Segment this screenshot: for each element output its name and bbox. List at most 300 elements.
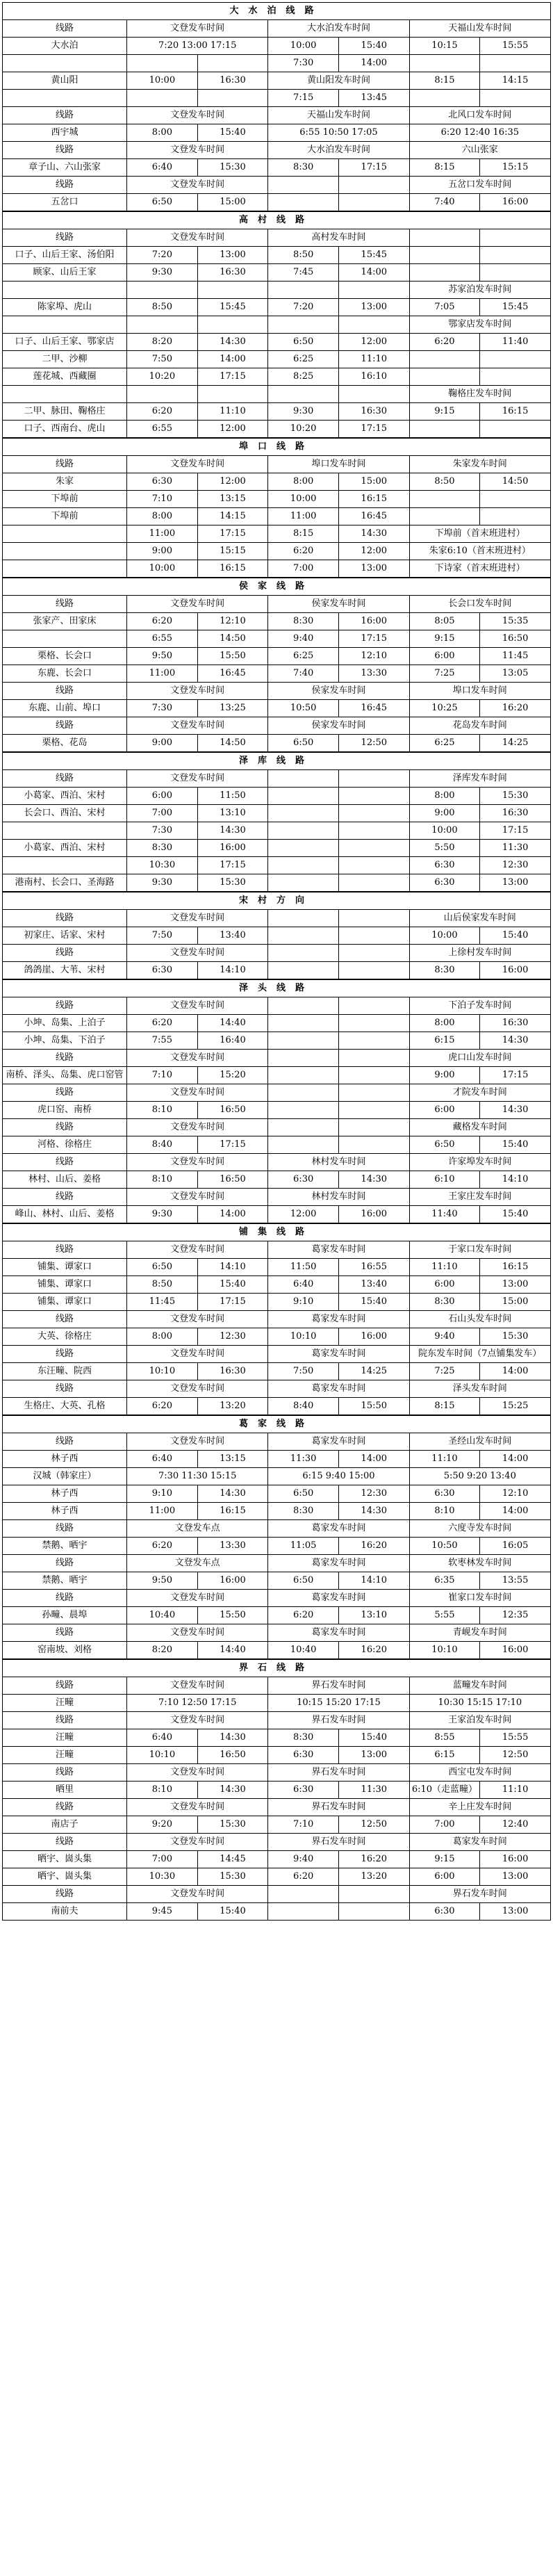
time-cell: 16:20: [338, 1538, 409, 1555]
column-header: 葛家发车时间: [268, 1346, 409, 1363]
time-cell: 10:50: [268, 700, 339, 717]
time-cell: 7:10 12:50 17:15: [127, 1695, 268, 1712]
time-cell: 16:45: [338, 508, 409, 525]
time-cell: 7:00: [409, 1816, 480, 1834]
time-cell: [338, 282, 409, 299]
time-cell: 6:30: [268, 1171, 339, 1189]
column-header: 上徐村发车时间: [409, 945, 550, 962]
route-table: [2, 2, 551, 211]
column-header: 葛家发车时间: [409, 1834, 550, 1851]
header-row: [3, 1520, 551, 1538]
column-header: 大水泊发车时间: [268, 20, 409, 38]
time-cell: 14:00: [197, 351, 268, 368]
header-row: [3, 1189, 551, 1206]
route-cell: [3, 822, 127, 840]
route-cell: 下埠前: [3, 508, 127, 525]
route-cell: 线路: [3, 1834, 127, 1851]
time-cell: 13:30: [197, 1538, 268, 1555]
time-cell: 17:15: [197, 1294, 268, 1311]
route-cell: 线路: [3, 1189, 127, 1206]
time-cell: [127, 90, 198, 107]
bus-schedule: [2, 2, 551, 1921]
time-cell: [338, 1015, 409, 1032]
time-cell: 8:20: [127, 334, 198, 351]
time-cell: 14:50: [197, 735, 268, 752]
schedule-row: [3, 299, 551, 316]
time-cell: 16:55: [338, 1259, 409, 1276]
route-cell: 峰山、林村、山后、姜格: [3, 1206, 127, 1223]
route-table: [2, 1223, 551, 1415]
route-cell: 林村、山后、姜格: [3, 1171, 127, 1189]
route-cell: 小坤、岛集、上泊子: [3, 1015, 127, 1032]
time-cell: [268, 1903, 339, 1921]
time-cell: 7:20 13:00 17:15: [127, 38, 268, 55]
time-cell: 8:15: [268, 525, 339, 543]
schedule-row: [3, 1816, 551, 1834]
time-cell: 15:40: [480, 1136, 551, 1154]
time-cell: [480, 491, 551, 508]
column-header: 六山张家: [409, 142, 550, 159]
time-cell: 15:00: [338, 473, 409, 491]
time-cell: 14:30: [197, 1729, 268, 1747]
time-cell: [480, 351, 551, 368]
time-cell: 8:00: [268, 473, 339, 491]
time-cell: 13:10: [338, 1607, 409, 1624]
time-cell: 11:40: [409, 1206, 480, 1223]
time-cell: 15:40: [338, 1729, 409, 1747]
schedule-row: [3, 124, 551, 142]
time-cell: 14:30: [197, 822, 268, 840]
route-cell: 线路: [3, 910, 127, 927]
time-cell: 14:10: [480, 1171, 551, 1189]
time-cell: 6:35: [409, 1572, 480, 1590]
column-header: [480, 229, 551, 247]
time-cell: 6:40: [127, 159, 198, 177]
column-header: 文登发车时间: [127, 1050, 268, 1067]
time-cell: 13:40: [338, 1276, 409, 1294]
time-cell: 15:50: [197, 1607, 268, 1624]
column-header: 高村发车时间: [268, 229, 409, 247]
time-cell: 15:40: [480, 927, 551, 945]
header-row: [3, 1346, 551, 1363]
time-cell: 7:25: [409, 1363, 480, 1380]
column-header: 才院发车时间: [409, 1084, 550, 1102]
time-cell: 鞠格庄发车时间: [409, 386, 550, 403]
column-header: 六度寺发车时间: [409, 1520, 550, 1538]
time-cell: 8:00: [127, 124, 198, 142]
column-header: 葛家发车时间: [268, 1380, 409, 1398]
header-row: [3, 1834, 551, 1851]
route-cell: 晒宇、崮头集: [3, 1851, 127, 1868]
time-cell: 11:50: [197, 788, 268, 805]
route-table: [2, 438, 551, 578]
time-cell: 8:30: [268, 613, 339, 630]
time-cell: 14:30: [480, 1032, 551, 1050]
time-cell: 11:10: [197, 403, 268, 421]
time-cell: 12:00: [197, 473, 268, 491]
time-cell: 16:15: [480, 403, 551, 421]
column-header: 虎口山发车时间: [409, 1050, 550, 1067]
time-cell: 15:50: [338, 1398, 409, 1415]
time-cell: 14:40: [197, 1015, 268, 1032]
route-table: [2, 578, 551, 752]
time-cell: 11:05: [268, 1538, 339, 1555]
column-header: [338, 945, 409, 962]
time-cell: 16:00: [480, 1851, 551, 1868]
time-cell: 6:15 9:40 15:00: [268, 1468, 409, 1485]
time-cell: 13:00: [338, 560, 409, 578]
route-cell: 线路: [3, 20, 127, 38]
time-cell: 15:30: [480, 1328, 551, 1346]
time-cell: 14:30: [197, 1782, 268, 1799]
time-cell: 16:10: [338, 368, 409, 386]
time-cell: 朱家6:10（首末班进村）: [409, 543, 550, 560]
time-cell: 12:50: [480, 1747, 551, 1764]
route-cell: 顾家、山后王家: [3, 264, 127, 282]
time-cell: [338, 1067, 409, 1084]
section-title: 泽头线路: [3, 980, 551, 997]
time-cell: 7:00: [127, 1851, 198, 1868]
time-cell: 14:15: [197, 508, 268, 525]
column-header: 于家口发车时间: [409, 1241, 550, 1259]
column-header: 泽库发车时间: [409, 770, 550, 788]
time-cell: [268, 1102, 339, 1119]
column-header: 葛家发车时间: [268, 1520, 409, 1538]
schedule-row: [3, 1451, 551, 1468]
route-cell: 线路: [3, 770, 127, 788]
time-cell: [338, 805, 409, 822]
time-cell: 6:00: [409, 1276, 480, 1294]
schedule-row: [3, 962, 551, 979]
time-cell: 16:30: [197, 1363, 268, 1380]
time-cell: 13:20: [338, 1868, 409, 1886]
time-cell: 9:10: [127, 1485, 198, 1503]
time-cell: [338, 316, 409, 334]
schedule-row: [3, 788, 551, 805]
time-cell: 13:25: [197, 700, 268, 717]
time-cell: 9:00: [127, 735, 198, 752]
time-cell: 11:50: [268, 1259, 339, 1276]
header-row: [3, 1154, 551, 1171]
column-header: 葛家发车时间: [268, 1555, 409, 1572]
column-header: 王家泊发车时间: [409, 1712, 550, 1729]
time-cell: 11:10: [480, 1782, 551, 1799]
column-header: 侯家发车时间: [268, 683, 409, 700]
time-cell: 16:50: [197, 1102, 268, 1119]
route-cell: 口子、山后王家、鄂家店: [3, 334, 127, 351]
route-table: [2, 979, 551, 1223]
time-cell: 7:30: [127, 700, 198, 717]
time-cell: [197, 386, 268, 403]
time-cell: [268, 874, 339, 892]
time-cell: 7:05: [409, 299, 480, 316]
time-cell: 6:20 12:40 16:35: [409, 124, 550, 142]
column-header: 五岔口发车时间: [409, 177, 550, 194]
schedule-row: [3, 840, 551, 857]
column-header: 文登发车时间: [127, 1084, 268, 1102]
route-cell: 线路: [3, 596, 127, 613]
time-cell: 16:30: [197, 264, 268, 282]
time-cell: 6:25: [268, 648, 339, 665]
time-cell: 9:15: [409, 630, 480, 648]
time-cell: 14:00: [480, 1503, 551, 1520]
schedule-row: [3, 194, 551, 211]
time-cell: 下诗家（首末班进村）: [409, 560, 550, 578]
time-cell: 6:50: [268, 1485, 339, 1503]
header-row: [3, 1050, 551, 1067]
column-header: 崔家口发车时间: [409, 1590, 550, 1607]
time-cell: 8:30: [268, 159, 339, 177]
route-cell: 线路: [3, 1433, 127, 1451]
time-cell: 6:30: [409, 1903, 480, 1921]
column-header: 文登发车时间: [127, 1154, 268, 1171]
route-cell: [3, 525, 127, 543]
time-cell: [338, 386, 409, 403]
time-cell: 16:30: [480, 805, 551, 822]
time-cell: 12:40: [480, 1816, 551, 1834]
time-cell: 10:00: [268, 38, 339, 55]
time-cell: 15:45: [338, 247, 409, 264]
time-cell: 6:20: [127, 1015, 198, 1032]
route-cell: [3, 282, 127, 299]
column-header: 埠口发车时间: [409, 683, 550, 700]
schedule-row: [3, 1572, 551, 1590]
time-cell: 8:50: [409, 473, 480, 491]
time-cell: 14:25: [480, 735, 551, 752]
time-cell: 13:00: [480, 1903, 551, 1921]
time-cell: 6:50: [268, 1572, 339, 1590]
time-cell: [197, 282, 268, 299]
time-cell: [127, 316, 198, 334]
time-cell: 16:20: [338, 1851, 409, 1868]
time-cell: 8:20: [127, 1642, 198, 1659]
time-cell: 10:00: [409, 822, 480, 840]
time-cell: 9:50: [127, 1572, 198, 1590]
time-cell: 17:15: [197, 857, 268, 874]
time-cell: 14:45: [197, 1851, 268, 1868]
time-cell: 7:45: [268, 264, 339, 282]
schedule-row: [3, 38, 551, 55]
column-header: [268, 770, 339, 788]
time-cell: 14:50: [197, 630, 268, 648]
route-cell: 线路: [3, 1555, 127, 1572]
time-cell: 15:30: [197, 1816, 268, 1834]
time-cell: [409, 351, 480, 368]
column-header: 文登发车时间: [127, 177, 268, 194]
schedule-row: [3, 1851, 551, 1868]
column-header: [268, 1084, 339, 1102]
column-header: [338, 177, 409, 194]
time-cell: 14:30: [480, 1102, 551, 1119]
time-cell: [268, 927, 339, 945]
route-cell: 铺集、谭家口: [3, 1259, 127, 1276]
column-header: 文登发车时间: [127, 229, 268, 247]
time-cell: [127, 282, 198, 299]
time-cell: 15:45: [480, 299, 551, 316]
time-cell: 11:10: [409, 1259, 480, 1276]
time-cell: [268, 1136, 339, 1154]
header-row: [3, 1380, 551, 1398]
time-cell: 9:20: [127, 1816, 198, 1834]
time-cell: 8:50: [268, 247, 339, 264]
time-cell: 6:40: [127, 1729, 198, 1747]
time-cell: 6:30: [409, 857, 480, 874]
time-cell: 16:05: [480, 1538, 551, 1555]
time-cell: 14:50: [480, 473, 551, 491]
time-cell: 9:15: [409, 1851, 480, 1868]
time-cell: 5:55: [409, 1607, 480, 1624]
schedule-row: [3, 1503, 551, 1520]
time-cell: 16:50: [480, 630, 551, 648]
time-cell: 6:50: [127, 194, 198, 211]
route-cell: [3, 857, 127, 874]
column-header: 许家埠发车时间: [409, 1154, 550, 1171]
time-cell: 15:20: [197, 1067, 268, 1084]
time-cell: 6:00: [409, 648, 480, 665]
schedule-row: [3, 1607, 551, 1624]
header-row: [3, 1311, 551, 1328]
time-cell: 13:00: [338, 299, 409, 316]
time-cell: 11:30: [480, 840, 551, 857]
column-header: 文登发车时间: [127, 997, 268, 1015]
column-header: 青岘发车时间: [409, 1624, 550, 1642]
route-cell: 汉城（韩家庄）: [3, 1468, 127, 1485]
section-title: 大水泊线路: [3, 3, 551, 20]
time-cell: [268, 316, 339, 334]
time-cell: 10:10: [127, 1747, 198, 1764]
route-cell: 小坤、岛集、下泊子: [3, 1032, 127, 1050]
schedule-row: [3, 1747, 551, 1764]
time-cell: 7:55: [127, 1032, 198, 1050]
schedule-row: [3, 1102, 551, 1119]
time-cell: [409, 247, 480, 264]
header-row: [3, 20, 551, 38]
schedule-row: [3, 473, 551, 491]
schedule-row: [3, 874, 551, 892]
time-cell: 11:45: [127, 1294, 198, 1311]
schedule-row: [3, 508, 551, 525]
column-header: [268, 177, 339, 194]
route-cell: [3, 316, 127, 334]
column-header: 埠口发车时间: [268, 456, 409, 473]
column-header: 林村发车时间: [268, 1189, 409, 1206]
time-cell: 16:50: [197, 1747, 268, 1764]
time-cell: 6:50: [268, 334, 339, 351]
time-cell: 14:30: [338, 525, 409, 543]
time-cell: 7:00: [268, 560, 339, 578]
time-cell: [409, 90, 480, 107]
column-header: 文登发车点: [127, 1555, 268, 1572]
time-cell: 9:40: [409, 1328, 480, 1346]
route-cell: 林子西: [3, 1485, 127, 1503]
time-cell: 13:45: [338, 90, 409, 107]
time-cell: 7:10: [127, 1067, 198, 1084]
route-cell: 张家产、田家床: [3, 613, 127, 630]
time-cell: 8:40: [268, 1398, 339, 1415]
time-cell: 7:40: [268, 665, 339, 683]
header-row: [3, 1119, 551, 1136]
time-cell: [409, 55, 480, 72]
route-cell: 线路: [3, 1520, 127, 1538]
time-cell: 14:00: [338, 1451, 409, 1468]
schedule-row: [3, 491, 551, 508]
time-cell: 鄂家店发车时间: [409, 316, 550, 334]
route-cell: [3, 630, 127, 648]
time-cell: 15:00: [480, 1294, 551, 1311]
time-cell: 9:00: [409, 1067, 480, 1084]
time-cell: 6:15: [409, 1032, 480, 1050]
time-cell: [409, 368, 480, 386]
time-cell: 7:50: [268, 1363, 339, 1380]
route-cell: 河格、徐格庄: [3, 1136, 127, 1154]
time-cell: 8:00: [409, 1015, 480, 1032]
time-cell: [338, 927, 409, 945]
time-cell: 7:50: [127, 927, 198, 945]
time-cell: [268, 962, 339, 979]
time-cell: 13:00: [338, 1747, 409, 1764]
route-cell: 线路: [3, 1311, 127, 1328]
time-cell: [338, 822, 409, 840]
time-cell: 8:55: [409, 1729, 480, 1747]
time-cell: 11:45: [480, 648, 551, 665]
schedule-row: [3, 700, 551, 717]
time-cell: 10:10: [409, 1642, 480, 1659]
route-cell: 陈家埠、虎山: [3, 299, 127, 316]
time-cell: [268, 840, 339, 857]
route-cell: 长会口、西泊、宋村: [3, 805, 127, 822]
time-cell: 9:10: [268, 1294, 339, 1311]
route-cell: 晒宇、崮头集: [3, 1868, 127, 1886]
time-cell: [338, 857, 409, 874]
time-cell: 9:30: [127, 1206, 198, 1223]
route-cell: 线路: [3, 1677, 127, 1695]
route-cell: 南店子: [3, 1816, 127, 1834]
time-cell: 11:30: [338, 1782, 409, 1799]
time-cell: 14:10: [197, 962, 268, 979]
schedule-row: [3, 648, 551, 665]
time-cell: [409, 264, 480, 282]
time-cell: 6:55 10:50 17:05: [268, 124, 409, 142]
time-cell: 10:30: [127, 1868, 198, 1886]
time-cell: 16:20: [338, 1642, 409, 1659]
schedule-row: [3, 1398, 551, 1415]
schedule-row: [3, 351, 551, 368]
time-cell: 6:20: [127, 403, 198, 421]
route-cell: 口子、西南台、虎山: [3, 421, 127, 438]
route-cell: 朱家: [3, 473, 127, 491]
schedule-row: [3, 735, 551, 752]
route-cell: 栗格、花岛: [3, 735, 127, 752]
time-cell: 17:15: [338, 159, 409, 177]
time-cell: 10:00: [409, 927, 480, 945]
column-header: 朱家发车时间: [409, 456, 550, 473]
time-cell: 16:50: [197, 1171, 268, 1189]
time-cell: [338, 962, 409, 979]
header-row: [3, 1084, 551, 1102]
route-cell: 林子西: [3, 1503, 127, 1520]
time-cell: 12:50: [338, 1816, 409, 1834]
column-header: 文登发车时间: [127, 770, 268, 788]
time-cell: 17:15: [197, 525, 268, 543]
column-header: 侯家发车时间: [268, 596, 409, 613]
route-cell: 西宇城: [3, 124, 127, 142]
time-cell: 7:20: [268, 299, 339, 316]
time-cell: 7:50: [127, 351, 198, 368]
schedule-row: [3, 1328, 551, 1346]
time-cell: 17:15: [197, 1136, 268, 1154]
time-cell: 13:55: [480, 1572, 551, 1590]
time-cell: 8:10: [127, 1782, 198, 1799]
